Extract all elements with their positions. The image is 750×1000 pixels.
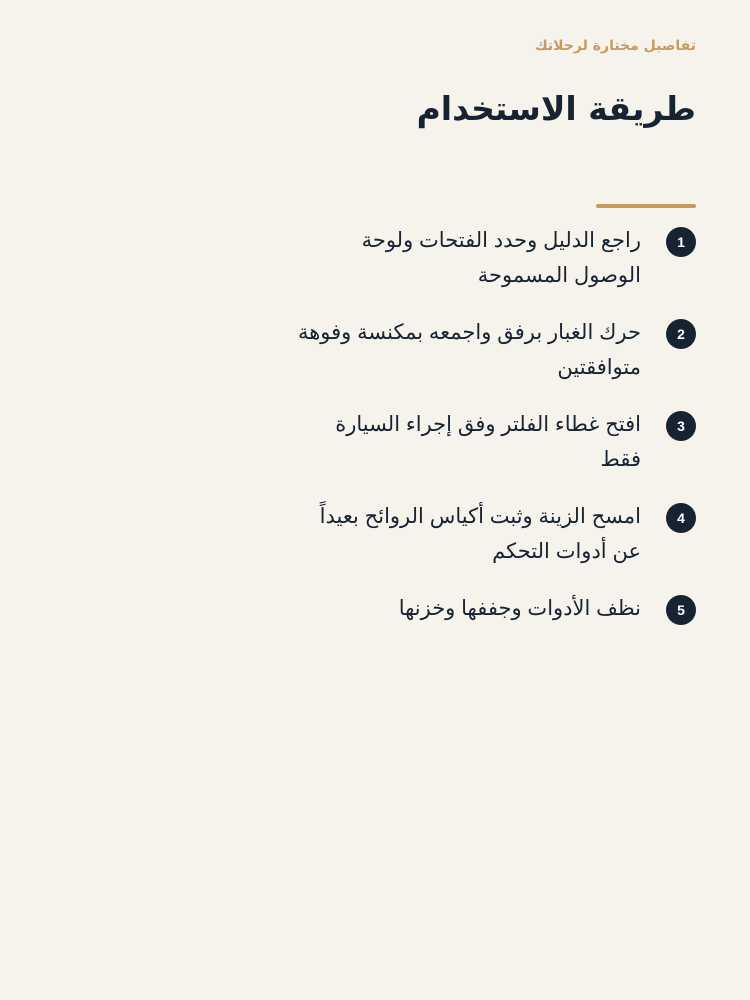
step-text: نظف الأدوات وجففها وخزنها <box>398 597 641 620</box>
step-number-badge: 4 <box>666 503 696 533</box>
step-text: افتح غطاء الفلتر وفق إجراء السيارة فقط <box>335 413 641 471</box>
usage-steps-list <box>276 223 696 635</box>
step-number-badge: 5 <box>666 595 696 625</box>
step-text: راجع الدليل وحدد الفتحات ولوحة الوصول المسموحة <box>361 229 641 287</box>
section-eyebrow: تفاصيل مختارة لرحلاتك <box>534 38 696 54</box>
step-item <box>276 223 696 315</box>
step-item <box>276 407 696 499</box>
step-item <box>276 591 696 635</box>
section-title: طريقة الاستخدام <box>416 89 696 128</box>
step-text: حرك الغبار برفق واجمعه بمكنسة وفوهة متوافقتين <box>297 321 641 379</box>
step-number-badge: 3 <box>666 411 696 441</box>
step-number-badge: 1 <box>666 227 696 257</box>
step-item <box>276 499 696 591</box>
step-item <box>276 315 696 407</box>
accent-divider <box>596 204 696 208</box>
step-number-badge: 2 <box>666 319 696 349</box>
step-text: امسح الزينة وثبت أكياس الروائح بعيداً عن أدوات التحكم <box>319 505 641 563</box>
